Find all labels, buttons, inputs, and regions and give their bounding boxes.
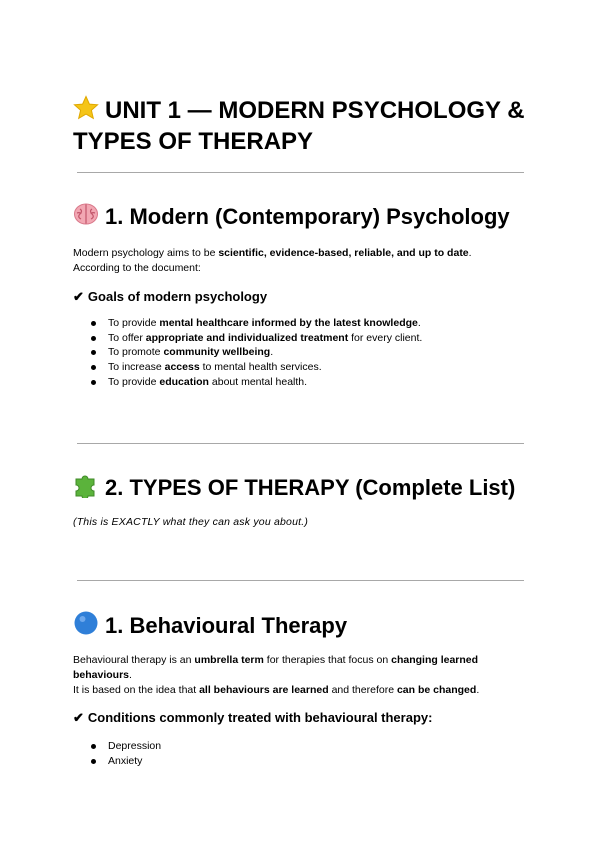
basis-paragraph: It is based on the idea that all behaviours are learned and therefore can be changed. xyxy=(73,684,480,696)
star-icon xyxy=(73,95,99,121)
intro-line2: According to the document: xyxy=(73,262,201,274)
puzzle-icon xyxy=(73,472,99,498)
list-item: To promote community wellbeing. xyxy=(73,345,533,360)
heading-text: 1. Behavioural Therapy xyxy=(105,613,348,638)
title-text: UNIT 1 — MODERN PSYCHOLOGY & TYPES OF THERAPY xyxy=(73,97,525,155)
brain-icon xyxy=(73,201,99,227)
note-text: (This is EXACTLY what they can ask you about.) xyxy=(73,516,309,528)
intro-text-end: . xyxy=(468,247,472,259)
intro-bold: scientific, evidence-based, reliable, and up to date xyxy=(218,247,469,259)
section-types-of-therapy xyxy=(73,472,533,530)
conditions-heading-text: Conditions commonly treated with behavioural therapy: xyxy=(87,710,433,725)
section-heading xyxy=(73,201,533,232)
heading-text: 1. Modern (Contemporary) Psychology xyxy=(105,204,510,229)
list-item: Depression xyxy=(73,739,533,754)
definition-paragraph: Behavioural therapy is an umbrella term for therapies that focus on changing learned behaviours. xyxy=(73,654,479,681)
conditions-heading xyxy=(73,710,533,726)
list-item: To provide education about mental health. xyxy=(73,375,533,390)
goals-heading-text: Goals of modern psychology xyxy=(87,289,268,304)
page-title xyxy=(73,95,533,157)
list-item: To increase access to mental health services. xyxy=(73,360,533,375)
conditions-list xyxy=(73,739,533,768)
list-item: To provide mental healthcare informed by the latest knowledge. xyxy=(73,316,533,331)
blue-circle-icon xyxy=(73,610,99,636)
goals-list xyxy=(73,316,533,390)
checkmark-icon: ✔ xyxy=(73,710,84,725)
section-modern-psychology xyxy=(73,201,533,390)
section-behavioural-therapy xyxy=(73,610,533,768)
list-item: To offer appropriate and individualized treatment for every client. xyxy=(73,331,533,346)
divider xyxy=(77,443,524,444)
heading-text: 2. TYPES OF THERAPY (Complete List) xyxy=(105,475,516,500)
section-heading xyxy=(73,610,533,641)
section-heading xyxy=(73,472,533,503)
divider xyxy=(77,580,524,581)
goals-heading xyxy=(73,289,533,305)
intro-paragraph xyxy=(73,246,533,261)
note-paragraph xyxy=(73,515,533,530)
intro-text: Modern psychology aims to be xyxy=(73,247,219,259)
divider xyxy=(77,172,524,173)
checkmark-icon: ✔ xyxy=(73,289,84,304)
list-item: Anxiety xyxy=(73,754,533,769)
title-block xyxy=(73,95,533,157)
